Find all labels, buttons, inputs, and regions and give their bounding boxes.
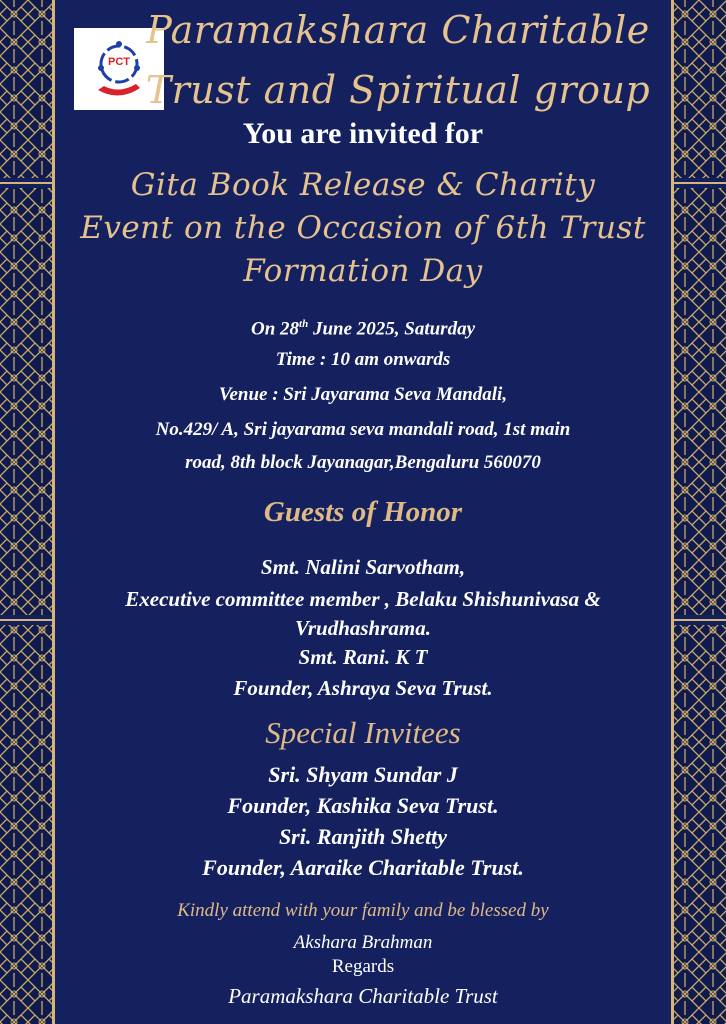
event-date — [0, 318, 726, 340]
invitee-line: Founder, Kashika Seva Trust. — [227, 793, 499, 818]
guest-line: Executive committee member , Belaku Shishunivasa & — [125, 587, 601, 611]
venue-line1: Venue : Sri Jayarama Seva Mandali, — [218, 384, 508, 405]
closing-blessing: Kindly attend with your family and be blessed by — [177, 900, 549, 921]
invitee-line: Founder, Aaraike Charitable Trust. — [202, 855, 524, 880]
guest-line: Founder, Ashraya Seva Trust. — [233, 676, 493, 700]
logo-text: PCT — [108, 56, 130, 68]
venue-line3: road, 8th block Jayanagar,Bengaluru 560070 — [185, 452, 541, 473]
guests-heading: Guests of Honor — [263, 496, 463, 528]
date-suffix-sup: th — [299, 318, 309, 330]
special-invitees-heading: Special Invitees — [265, 715, 461, 750]
event-title-line2: Event on the Occasion of 6th Trust — [80, 210, 646, 246]
closing-akshara: Akshara Brahman — [293, 932, 433, 953]
guest-line: Vrudhashrama. — [295, 616, 431, 640]
date-rest: June 2025, Saturday — [308, 318, 476, 340]
invitee-line: Sri. Shyam Sundar J — [268, 762, 458, 787]
event-title-line3: Formation Day — [243, 253, 483, 289]
event-title-line1: Gita Book Release & Charity — [130, 167, 596, 203]
venue-line2: No.429/ A, Sri jayarama seva mandali road, 1st main — [155, 419, 571, 440]
guest-line: Smt. Rani. K T — [298, 645, 428, 669]
guest-line: Smt. Nalini Sarvotham, — [260, 555, 466, 579]
org-title-line1: Paramakshara Charitable — [146, 8, 650, 52]
closing-regards: Regards — [331, 956, 395, 977]
event-time: Time : 10 am onwards — [275, 349, 451, 370]
date-prefix: On 28 — [250, 318, 300, 340]
org-title-line2: Trust and Spiritual group — [145, 68, 651, 112]
invitee-line: Sri. Ranjith Shetty — [278, 824, 448, 849]
closing-signature: Paramakshara Charitable Trust — [228, 984, 498, 1008]
invite-intro: You are invited for — [242, 117, 484, 150]
